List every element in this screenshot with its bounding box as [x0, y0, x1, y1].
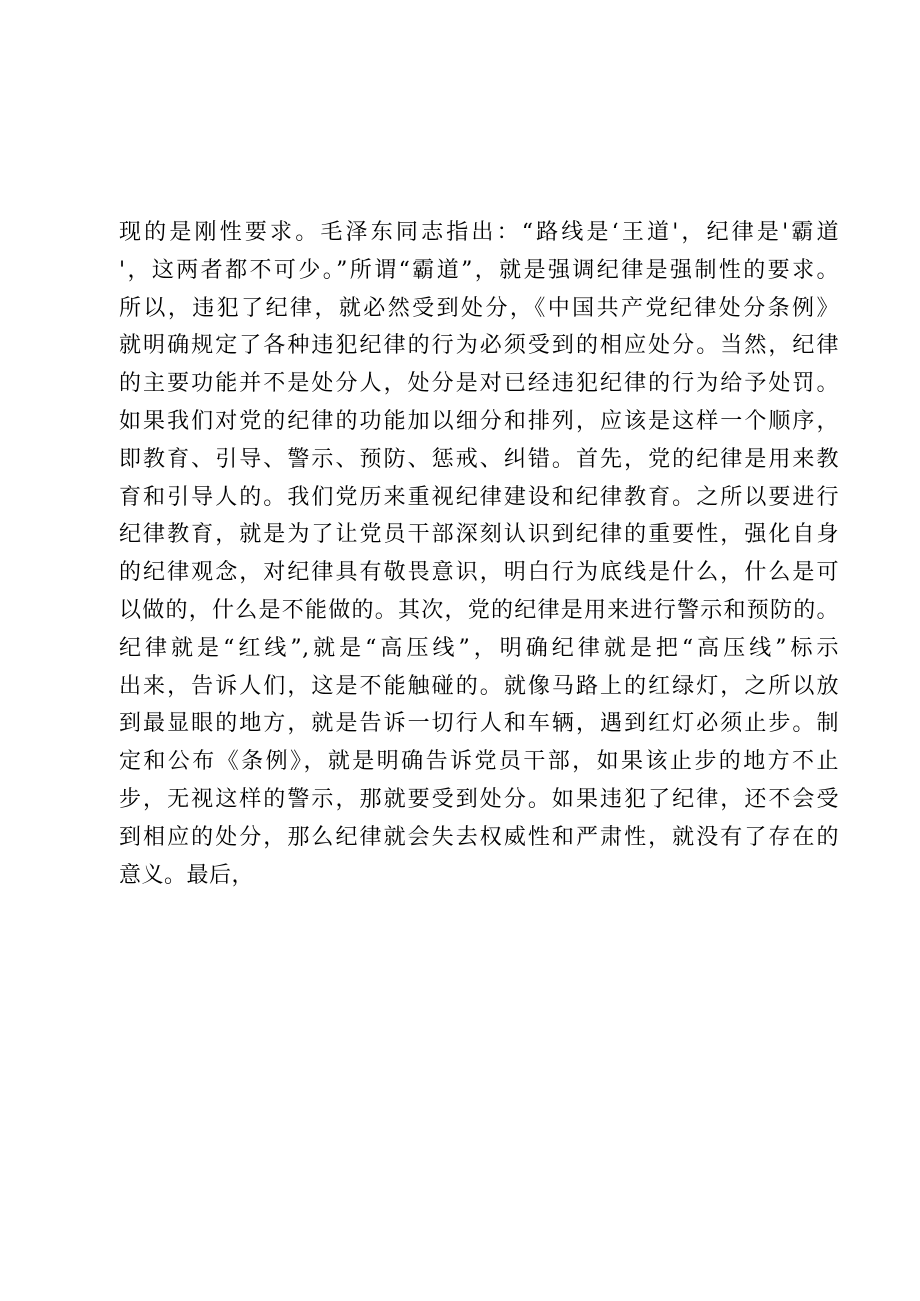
text-line: 纪律教育，就是为了让党员干部深刻认识到纪律的重要性，强化自身: [119, 522, 839, 548]
text-line: 以做的，什么是不能做的。其次，党的纪律是用来进行警示和预防的。: [119, 597, 839, 623]
text-line: 就明确规定了各种违犯纪律的行为必须受到的相应处分。当然，纪律: [119, 333, 839, 359]
text-line: 步，无视这样的警示，那就要受到处分。如果违犯了纪律，还不会受: [119, 786, 839, 812]
text-line: '，这两者都不可少。”所谓“霸道”，就是强调纪律是强制性的要求。: [119, 257, 839, 283]
text-line: 育和引导人的。我们党历来重视纪律建设和纪律教育。之所以要进行: [119, 484, 839, 510]
text-line: 到最显眼的地方，就是告诉一切行人和车辆，遇到红灯必须止步。制: [119, 711, 839, 737]
text-line: 的主要功能并不是处分人，处分是对已经违犯纪律的行为给予处罚。: [119, 371, 839, 397]
text-line: 纪律就是“红线”,就是“高压线”，明确纪律就是把“高压线”标示: [119, 635, 839, 661]
text-line: 定和公布《条例》，就是明确告诉党员干部，如果该止步的地方不止: [119, 749, 839, 775]
text-line: 到相应的处分，那么纪律就会失去权威性和严肃性，就没有了存在的: [119, 824, 839, 850]
text-line: 如果我们对党的纪律的功能加以细分和排列，应该是这样一个顺序，: [119, 408, 839, 434]
text-line: 即教育、引导、警示、预防、惩戒、纠错。首先，党的纪律是用来教: [119, 446, 839, 472]
body-paragraph: [119, 214, 839, 894]
text-line: 现的是刚性要求。毛泽东同志指出：“路线是‘王道'，纪律是'霸道: [119, 220, 839, 245]
text-line: 意义。最后，: [119, 862, 255, 888]
text-line: 的纪律观念，对纪律具有敬畏意识，明白行为底线是什么，什么是可: [119, 560, 839, 586]
text-line: 所以，违犯了纪律，就必然受到处分，《中国共产党纪律处分条例》: [119, 295, 839, 321]
text-line: 出来，告诉人们，这是不能触碰的。就像马路上的红绿灯，之所以放: [119, 673, 839, 699]
